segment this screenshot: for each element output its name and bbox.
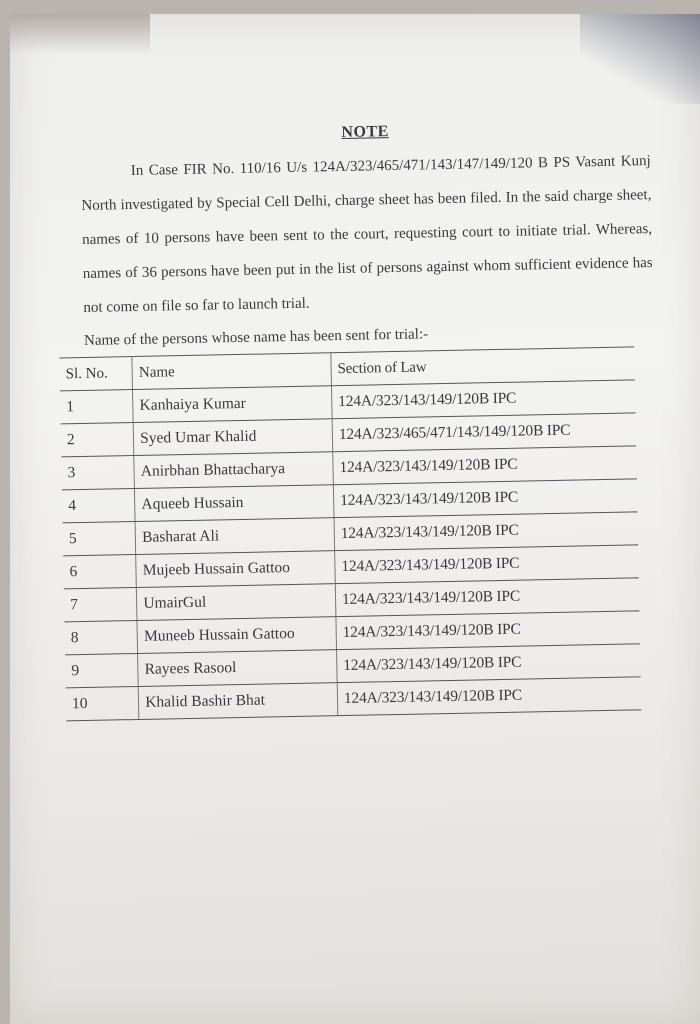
- page-shadow-top-right: [580, 14, 700, 104]
- row-name: Rayees Rasool: [138, 650, 337, 687]
- row-sl-no: 7: [64, 587, 137, 621]
- row-name: Aqueeb Hussain: [135, 485, 334, 522]
- row-section: 124A/323/143/149/120B IPC: [336, 644, 640, 683]
- row-name: Muneeb Hussain Gattoo: [137, 617, 336, 654]
- row-section: 124A/323/143/149/120B IPC: [333, 446, 637, 485]
- row-section: 124A/323/143/149/120B IPC: [335, 545, 639, 584]
- row-name: Syed Umar Khalid: [133, 419, 332, 456]
- table-caption: Name of the persons whose name has been sent for trial:-: [83, 326, 429, 349]
- header-sl-no: Sl. No.: [59, 357, 132, 391]
- row-section: 124A/323/143/149/120B IPC: [337, 677, 641, 716]
- row-sl-no: 8: [64, 620, 137, 654]
- row-section: 124A/323/143/149/120B IPC: [335, 578, 639, 617]
- row-section: 124A/323/143/149/120B IPC: [333, 479, 637, 518]
- header-name: Name: [132, 353, 331, 390]
- accused-table: [59, 346, 641, 721]
- note-content: [65, 118, 661, 721]
- document-page: [10, 14, 700, 1024]
- row-sl-no: 9: [65, 653, 138, 687]
- note-title: NOTE: [341, 123, 389, 141]
- row-section: 124A/323/143/149/120B IPC: [331, 380, 635, 419]
- row-sl-no: 10: [66, 686, 139, 720]
- row-section: 124A/323/465/471/143/149/120B IPC: [332, 413, 636, 452]
- row-sl-no: 4: [62, 489, 135, 523]
- row-section: 124A/323/143/149/120B IPC: [334, 512, 638, 551]
- page-shadow-top-left: [10, 14, 150, 54]
- row-section: 124A/323/143/149/120B IPC: [336, 611, 640, 650]
- note-paragraph: In Case FIR No. 110/16 U/s 124A/323/465/471/143/147/149/120 B PS Vasant Kunj North investigated by Special Cell Delhi, charge sheet has been filed. In the said charge sheet, names of 10 persons have been sent to the court, requesting court to initiate trial. Whereas, names of 36 persons have been put in the list of persons against whom sufficient evidence has not come on file so far to launch trial.: [81, 153, 653, 316]
- row-sl-no: 2: [61, 423, 134, 457]
- row-sl-no: 3: [61, 456, 134, 490]
- row-name: Kanhaiya Kumar: [133, 386, 332, 423]
- row-name: Khalid Bashir Bhat: [138, 683, 337, 720]
- row-name: Anirbhan Bhattacharya: [134, 452, 333, 489]
- row-sl-no: 6: [63, 555, 136, 589]
- row-name: UmairGul: [137, 584, 336, 621]
- header-section-of-law: Section of Law: [331, 347, 635, 386]
- row-sl-no: 5: [63, 522, 136, 556]
- row-name: Basharat Ali: [135, 518, 334, 555]
- row-name: Mujeeb Hussain Gattoo: [136, 551, 335, 588]
- row-sl-no: 1: [60, 390, 133, 424]
